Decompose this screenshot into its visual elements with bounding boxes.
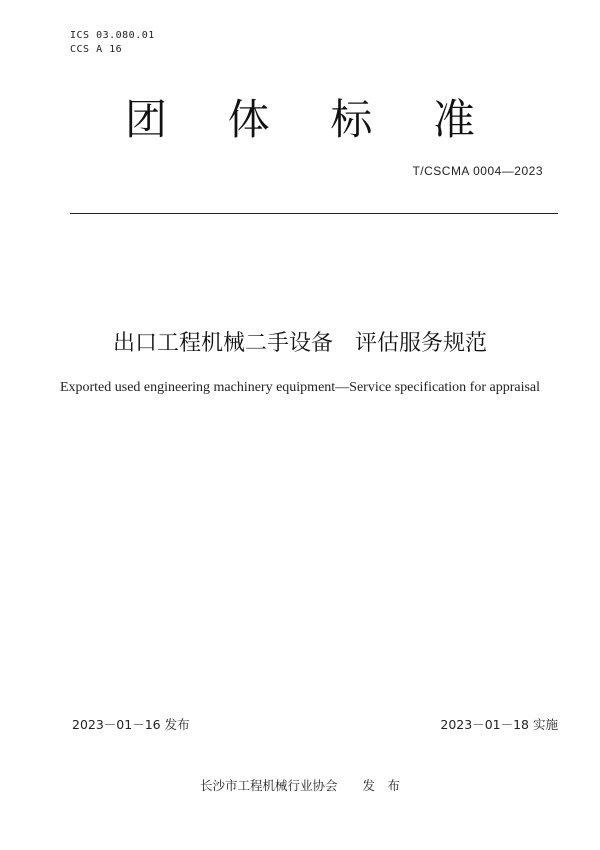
document-title-chinese: 出口工程机械二手设备 评估服务规范	[112, 331, 487, 356]
issuing-organization: 长沙市工程机械行业协会 发 布	[199, 778, 400, 793]
standard-type-char: 标	[330, 95, 373, 144]
standard-number: T/CSCMA 0004—2023	[412, 164, 543, 178]
standard-type-char: 体	[227, 95, 270, 144]
ics-code: ICS 03.080.01	[70, 30, 155, 41]
header-divider	[70, 213, 558, 214]
standard-type-heading	[125, 92, 475, 148]
document-title-english: Exported used engineering machinery equipment—Service specification for appraisal	[59, 380, 541, 395]
standard-type-char: 团	[125, 95, 168, 144]
ccs-code: CCS A 16	[70, 44, 123, 55]
publish-date: 2023－01－16 发布	[72, 717, 190, 732]
implementation-date: 2023－01－18 实施	[440, 717, 558, 732]
standard-type-char: 准	[432, 95, 475, 144]
